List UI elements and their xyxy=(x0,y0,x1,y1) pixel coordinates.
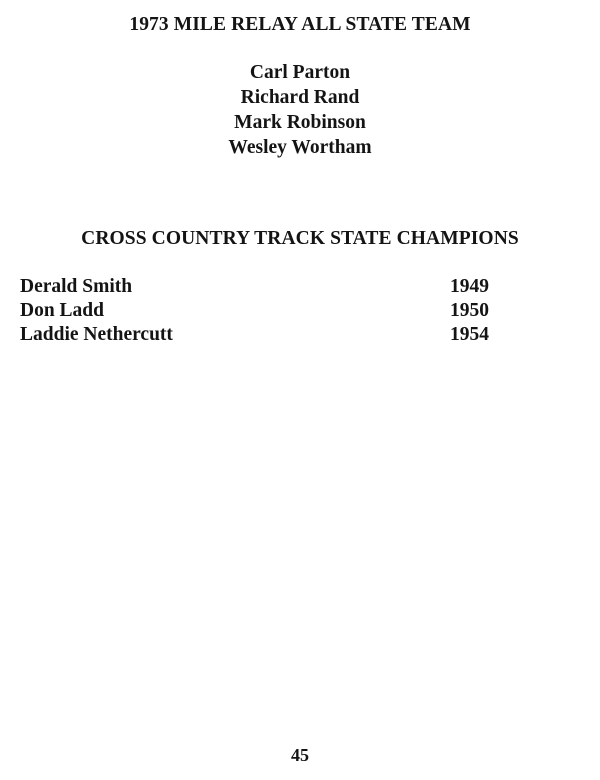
champion-year: 1954 xyxy=(450,324,489,345)
champion-name: Laddie Nethercutt xyxy=(20,324,173,345)
champion-row xyxy=(20,275,520,299)
relay-member: Mark Robinson xyxy=(234,112,366,133)
champion-year: 1950 xyxy=(450,300,489,321)
relay-member: Wesley Wortham xyxy=(228,137,372,158)
relay-member: Carl Parton xyxy=(249,62,351,83)
cross-country-heading: CROSS COUNTRY TRACK STATE CHAMPIONS xyxy=(81,228,519,249)
champions-list xyxy=(20,275,520,347)
champion-name: Don Ladd xyxy=(20,300,104,321)
champion-year: 1949 xyxy=(450,276,489,297)
champion-row xyxy=(20,299,520,323)
champion-row xyxy=(20,323,520,347)
page-number: 45 xyxy=(291,745,309,765)
relay-team-list xyxy=(0,60,600,160)
relay-team-heading: 1973 MILE RELAY ALL STATE TEAM xyxy=(129,14,471,35)
champion-name: Derald Smith xyxy=(20,276,133,297)
relay-member: Richard Rand xyxy=(240,87,360,108)
